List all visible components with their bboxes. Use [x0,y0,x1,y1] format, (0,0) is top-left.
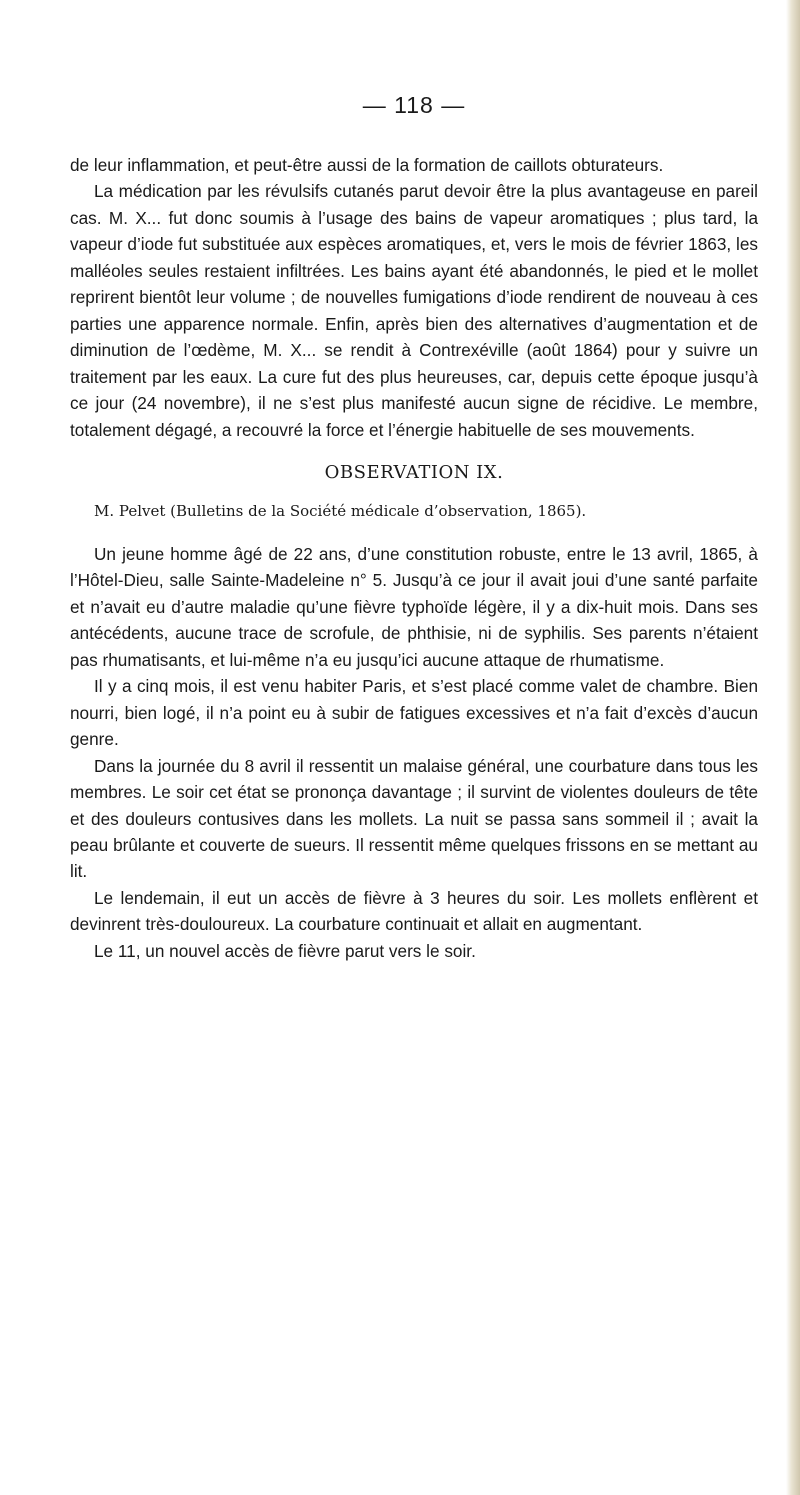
paragraph-paris: Il y a cinq mois, il est venu habiter Paris, et s’est placé comme valet de chambre. Bien nourri, bien logé, il n’a point eu à subir de fatigues excessives et n’a fait d’excès d’aucun genre. [70,676,758,750]
paragraph-continuation: de leur inflammation, et peut-être aussi de la formation de caillots obturateurs. [70,155,664,175]
paragraph-day-11: Le 11, un nouvel accès de fièvre parut vers le soir. [94,940,476,961]
paragraph-april-8: Dans la journée du 8 avril il ressentit un malaise général, une courbature dans tous les membres. Le soir cet état se prononça davantage ; il survint de violentes douleurs de tête et des douleurs contusives dans les mollets. La nuit se passa sans sommeil il ; avait la peau brûlante et couverte de sueurs. Il ressentit même quelques frissons en se mettant au lit. [70,755,758,882]
paragraph-medication: La médication par les révulsifs cutanés parut devoir être la plus avantageuse en pareil cas. M. X... fut donc soumis à l’usage des bains de vapeur aromatiques ; plus tard, la vapeur d’iode fut substituée aux espèces aromatiques, et, vers le mois de février 1863, les malléoles seules restaient infiltrées. Les bains ayant été abandonnés, le pied et le mollet reprirent bientôt leur volume ; de nouvelles fumigations d’iode rendirent de nouveau à ces parties une apparence normale. Enfin, après bien des alternatives d’augmentation et de diminution de l’œdème, M. X... se rendit à Contrexéville (août 1864) pour y suivre un traitement par les eaux. La cure fut des plus heureuses, car, depuis cette époque jusqu’à ce jour (24 novembre), il ne s’est plus manifesté aucun signe de récidive. Le membre, totalement dégagé, a recouvré la force et l’énergie habituelle de ses mouvements. [70,181,758,440]
observation-title: OBSERVATION IX. [324,461,504,483]
observation-source: M. Pelvet (Bulletins de la Société médicale d’observation, 1865). [94,501,587,520]
paragraph-next-day: Le lendemain, il eut un accès de fièvre à 3 heures du soir. Les mollets enflèrent et devinrent très-douloureux. La courbature continuait et allait en augmentant. [70,887,758,935]
paragraph-patient-intro: Un jeune homme âgé de 22 ans, d’une constitution robuste, entre le 13 avril, 1865, à l’Hôtel-Dieu, salle Sainte-Madeleine n° 5. Jusqu’à ce jour il avait joui d’une santé parfaite et n’avait eu d’autre maladie qu’une fièvre typhoïde légère, il y a dix-huit mois. Dans ses antécédents, aucune trace de scrofule, de phthisie, ni de syphilis. Ses parents n’étaient pas rhumatisants, et lui-même n’a eu jusqu’ici aucune attaque de rhumatisme. [70,543,758,670]
body-text [70,152,758,964]
page-edge-shadow [786,0,800,1495]
page-number-header: — 118 — [362,92,466,118]
